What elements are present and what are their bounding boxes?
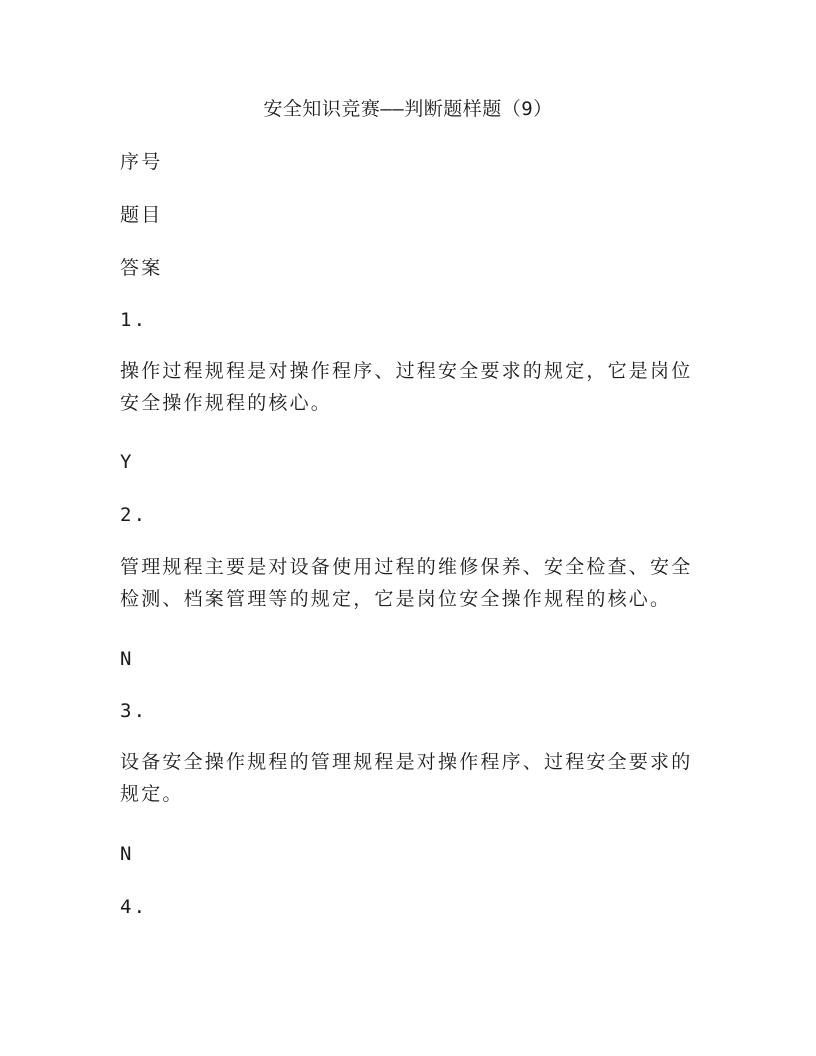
item-number: 1. [120,309,148,331]
item-answer: Y [120,451,134,473]
item-number: 3. [120,700,148,722]
item-answer: N [120,843,134,865]
item-question: 设备安全操作规程的管理规程是对操作程序、过程安全要求的规定。 [120,751,693,805]
item-number: 2. [120,504,148,526]
document-title: 安全知识竞赛——判断题样题（9） [263,98,553,120]
item-question: 操作过程规程是对操作程序、过程安全要求的规定，它是岗位安全操作规程的核心。 [120,360,693,414]
header-label-index: 序号 [120,151,163,173]
header-label-answer: 答案 [120,257,163,279]
item-question: 管理规程主要是对设备使用过程的维修保养、安全检查、安全检测、档案管理等的规定，它是岗位安全操作规程的核心。 [120,556,693,610]
header-label-question: 题目 [120,204,163,226]
item-number: 4. [120,896,148,918]
item-answer: N [120,648,134,670]
